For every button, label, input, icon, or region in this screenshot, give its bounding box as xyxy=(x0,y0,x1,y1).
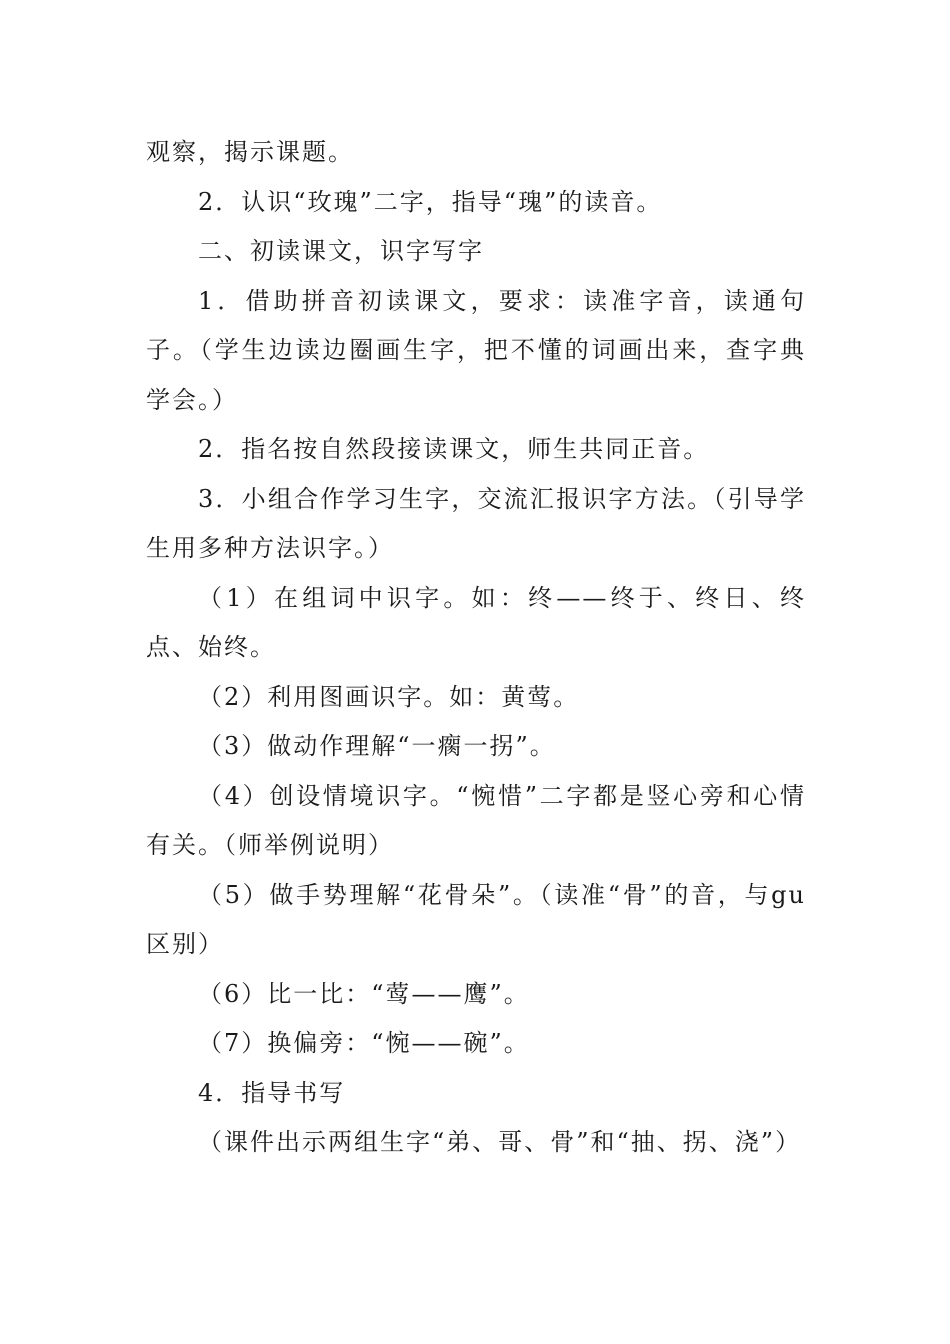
list-item-method-1: （1）在组词中识字。如：终——终于、终日、终点、始终。 xyxy=(146,583,806,661)
list-item-method-2: （2）利用图画识字。如：黄莺。 xyxy=(198,682,580,711)
paragraph-step-2-read-aloud: 2．指名按自然段接读课文，师生共同正音。 xyxy=(198,435,710,463)
list-item-method-7: （7）换偏旁：“惋——碗”。 xyxy=(198,1029,530,1057)
list-item-method-6: （6）比一比：“莺——鹰”。 xyxy=(198,979,530,1008)
document-body xyxy=(146,128,806,1168)
paragraph-step-4-writing: 4．指导书写 xyxy=(198,1078,346,1107)
paragraph-step-1-pinyin: 1．借助拼音初读课文，要求：读准字音，读通句子。（学生边读边圈画生字，把不懂的词画出来，查字典学会。） xyxy=(146,286,806,414)
paragraph-courseware-note: （课件出示两组生字“弟、哥、骨”和“抽、拐、浇”） xyxy=(198,1128,802,1156)
list-item-method-5: （5）做手势理解“花骨朵”。（读准“骨”的音，与gu区别） xyxy=(146,880,806,958)
paragraph-intro-continued: 观察，揭示课题。 xyxy=(146,138,354,166)
paragraph-step-2-rose: 2．认识“玫瑰”二字，指导“瑰”的读音。 xyxy=(198,187,663,216)
list-item-method-3: （3）做动作理解“一瘸一拐”。 xyxy=(198,732,556,760)
section-heading-first-reading: 二、初读课文，识字写字 xyxy=(198,237,484,265)
list-item-method-4: （4）创设情境识字。“惋惜”二字都是竖心旁和心情有关。（师举例说明） xyxy=(146,781,806,859)
paragraph-step-3-group-study: 3．小组合作学习生字，交流汇报识字方法。（引导学生用多种方法识字。） xyxy=(146,484,806,562)
